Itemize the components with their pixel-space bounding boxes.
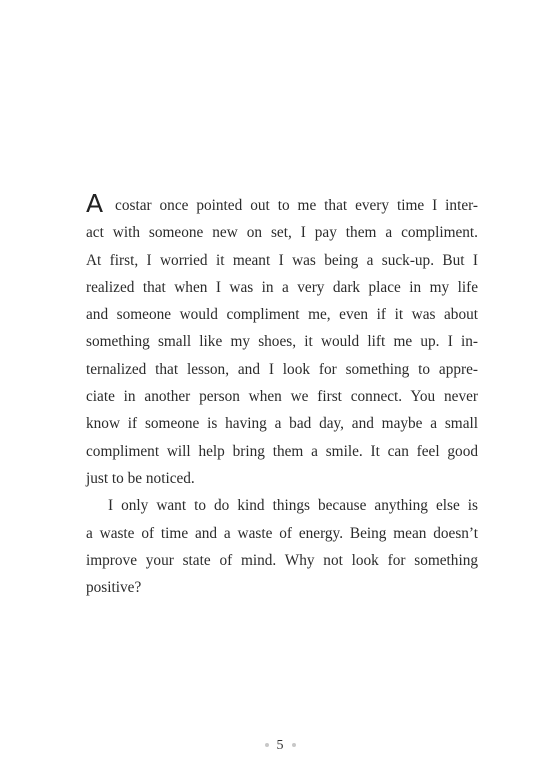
text-line: a waste of time and a waste of energy. Being mean doesn’t: [86, 524, 478, 542]
drop-cap: A: [86, 189, 104, 218]
line-text: costar once pointed out to me that every time I inter-: [107, 197, 478, 214]
text-line: ciate in another person when we first connect. You never: [86, 388, 478, 406]
text-line: ternalized that lesson, and I look for something to appre-: [86, 360, 478, 378]
text-line: positive?: [86, 579, 142, 597]
text-line: [86, 189, 478, 219]
body-text: [86, 189, 478, 601]
text-line: improve your state of mind. Why not look for something: [86, 551, 478, 569]
text-line: act with someone new on set, I pay them a compliment.: [86, 224, 478, 242]
text-line: realized that when I was in a very dark place in my life: [86, 278, 478, 296]
paragraph-2: [86, 492, 478, 601]
text-line: something small like my shoes, it would lift me up. I in-: [86, 333, 478, 351]
text-line: At first, I worried it meant I was being a suck-up. But I: [86, 251, 478, 269]
text-line: I only want to do kind things because anything else is: [108, 497, 478, 515]
text-line: know if someone is having a bad day, and maybe a small: [86, 415, 478, 433]
page-number: 5: [276, 738, 284, 753]
text-line: compliment will help bring them a smile. It can feel good: [86, 442, 478, 460]
page-number-footer: [0, 737, 560, 755]
ornament-dot-left: [265, 743, 269, 747]
text-line: just to be noticed.: [86, 469, 195, 487]
text-line: and someone would compliment me, even if it was about: [86, 306, 478, 324]
paragraph-1: [86, 189, 478, 492]
ornament-dot-right: [292, 743, 296, 747]
